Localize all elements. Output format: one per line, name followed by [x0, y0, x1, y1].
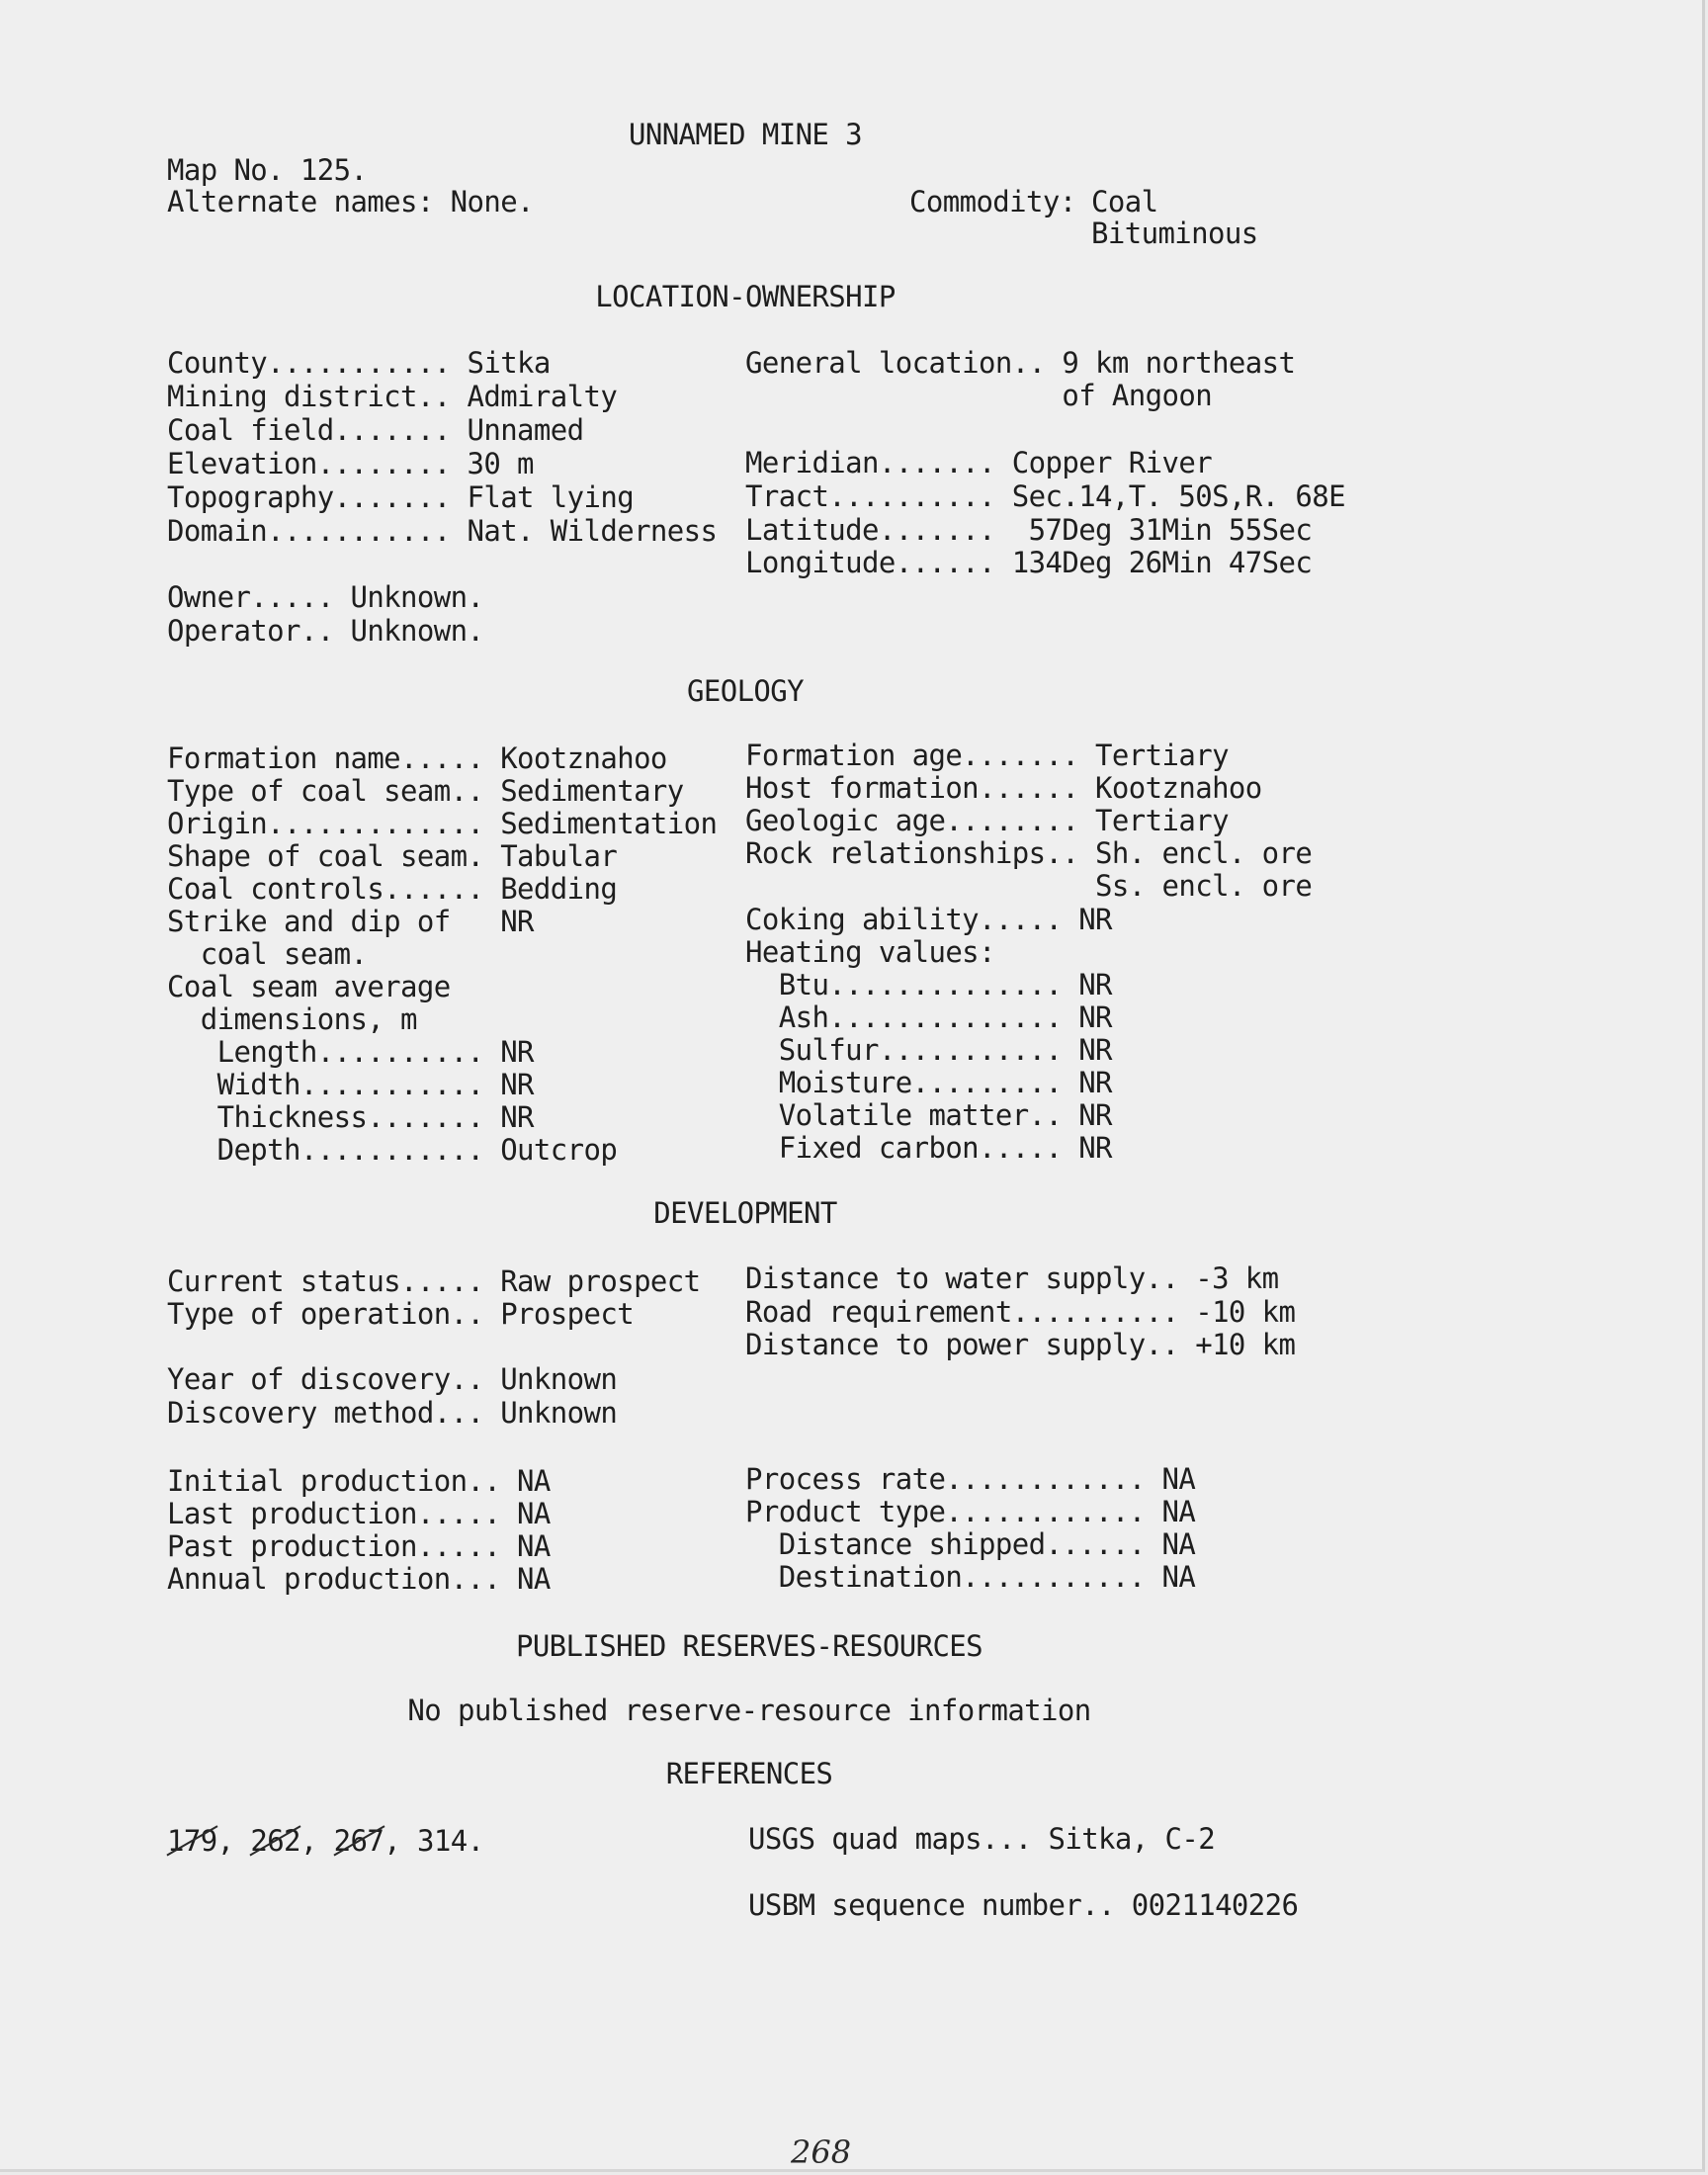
geology-field-line: Coal seam average [167, 970, 451, 1003]
commodity-secondary: Bituminous [1091, 217, 1258, 250]
production-field-line: Process rate............ NA [745, 1462, 1196, 1496]
reference-list: 179 , 262 , 267 , 314. [167, 1824, 484, 1858]
location-field-line: Meridian....... Copper River [745, 446, 1213, 479]
commodity-primary: Coal [1091, 185, 1158, 218]
location-field-line: Domain........... Nat. Wilderness [167, 514, 718, 548]
geology-field-line: Origin............. Sedimentation [167, 807, 718, 840]
geology-field-line: coal seam. [167, 937, 368, 971]
struck-reference: 262 [250, 1824, 300, 1858]
geology-field-line: Depth........... Outcrop [167, 1133, 618, 1167]
geology-field-line: Fixed carbon..... NR [745, 1131, 1112, 1165]
development-field-line: Distance to water supply.. -3 km [745, 1262, 1279, 1295]
production-field-line: Initial production.. NA [167, 1464, 551, 1498]
geology-heading: GEOLOGY [686, 674, 805, 708]
reference-number: 314. [416, 1824, 484, 1858]
geology-field-line: Coking ability..... NR [745, 903, 1112, 936]
alternate-names: Alternate names: None. [167, 185, 534, 218]
development-heading: DEVELOPMENT [653, 1196, 837, 1230]
geology-field-line: Ss. encl. ore [745, 869, 1313, 903]
geology-field-line: Type of coal seam.. Sedimentary [167, 774, 684, 808]
struck-reference: 267 [333, 1824, 384, 1858]
geology-field-line: Sulfur........... NR [745, 1033, 1112, 1067]
geology-field-line: Ash.............. NR [745, 1000, 1112, 1034]
references-heading: REFERENCES [665, 1757, 833, 1790]
location-field-line: Coal field....... Unnamed [167, 413, 584, 447]
production-field-line: Distance shipped...... NA [745, 1527, 1196, 1561]
location-field-line: General location.. 9 km northeast [745, 346, 1296, 380]
geology-field-line: Strike and dip of NR [167, 905, 534, 938]
location-field-line: Mining district.. Admiralty [167, 380, 618, 413]
production-field-line: Destination........... NA [745, 1560, 1196, 1594]
development-field-line: Current status..... Raw prospect [167, 1264, 701, 1298]
geology-field-line: Geologic age........ Tertiary [745, 804, 1229, 837]
geology-field-line: Formation name..... Kootznahoo [167, 741, 667, 775]
location-field-line: Latitude....... 57Deg 31Min 55Sec [745, 513, 1313, 547]
production-field-line: Past production..... NA [167, 1529, 551, 1563]
location-field-line: Tract.......... Sec.14,T. 50S,R. 68E [745, 479, 1345, 513]
development-field-line: Distance to power supply.. +10 km [745, 1328, 1296, 1361]
owner-line: Owner..... Unknown. [167, 580, 484, 614]
reserves-text: No published reserve-resource information [407, 1694, 1091, 1727]
geology-field-line: Length.......... NR [167, 1035, 534, 1069]
geology-field-line: Host formation...... Kootznahoo [745, 771, 1262, 805]
production-field-line: Last production..... NA [167, 1497, 551, 1530]
map-number: Map No. 125. [167, 153, 368, 187]
operator-line: Operator.. Unknown. [167, 614, 484, 648]
geology-field-line: Rock relationships.. Sh. encl. ore [745, 836, 1313, 870]
struck-reference: 179 [167, 1824, 217, 1858]
page-title: UNNAMED MINE 3 [628, 118, 863, 151]
usgs-quad-maps: USGS quad maps... Sitka, C-2 [748, 1822, 1216, 1856]
location-ownership-heading: LOCATION-OWNERSHIP [595, 280, 896, 313]
production-field-line: Product type............ NA [745, 1495, 1196, 1528]
location-field-line: Topography....... Flat lying [167, 480, 635, 514]
development-field-line: Road requirement.......... -10 km [745, 1295, 1296, 1329]
geology-field-line: Thickness....... NR [167, 1100, 534, 1134]
production-field-line: Annual production... NA [167, 1562, 551, 1596]
page-number: 268 [791, 2133, 852, 2171]
reserves-heading: PUBLISHED RESERVES-RESOURCES [515, 1629, 983, 1663]
geology-field-line: Shape of coal seam. Tabular [167, 839, 618, 873]
location-field-line: of Angoon [745, 379, 1213, 412]
development-field-line: Year of discovery.. Unknown [167, 1362, 618, 1396]
geology-field-line: Volatile matter.. NR [745, 1098, 1112, 1132]
location-field-line: Longitude...... 134Deg 26Min 47Sec [745, 546, 1313, 579]
development-field-line: Type of operation.. Prospect [167, 1297, 635, 1331]
location-field-line: Elevation........ 30 m [167, 447, 534, 480]
development-field-line: Discovery method... Unknown [167, 1396, 618, 1430]
commodity-label: Commodity: [909, 185, 1076, 218]
location-field-line: County........... Sitka [167, 346, 551, 380]
usbm-sequence-number: USBM sequence number.. 0021140226 [748, 1888, 1299, 1922]
geology-field-line: Formation age....... Tertiary [745, 739, 1229, 772]
geology-field-line: Heating values: [745, 935, 995, 969]
geology-field-line: Btu.............. NR [745, 968, 1112, 1001]
geology-field-line: dimensions, m [167, 1002, 417, 1036]
geology-field-line: Moisture......... NR [745, 1066, 1112, 1099]
geology-field-line: Width........... NR [167, 1068, 534, 1101]
geology-field-line: Coal controls...... Bedding [167, 872, 618, 906]
